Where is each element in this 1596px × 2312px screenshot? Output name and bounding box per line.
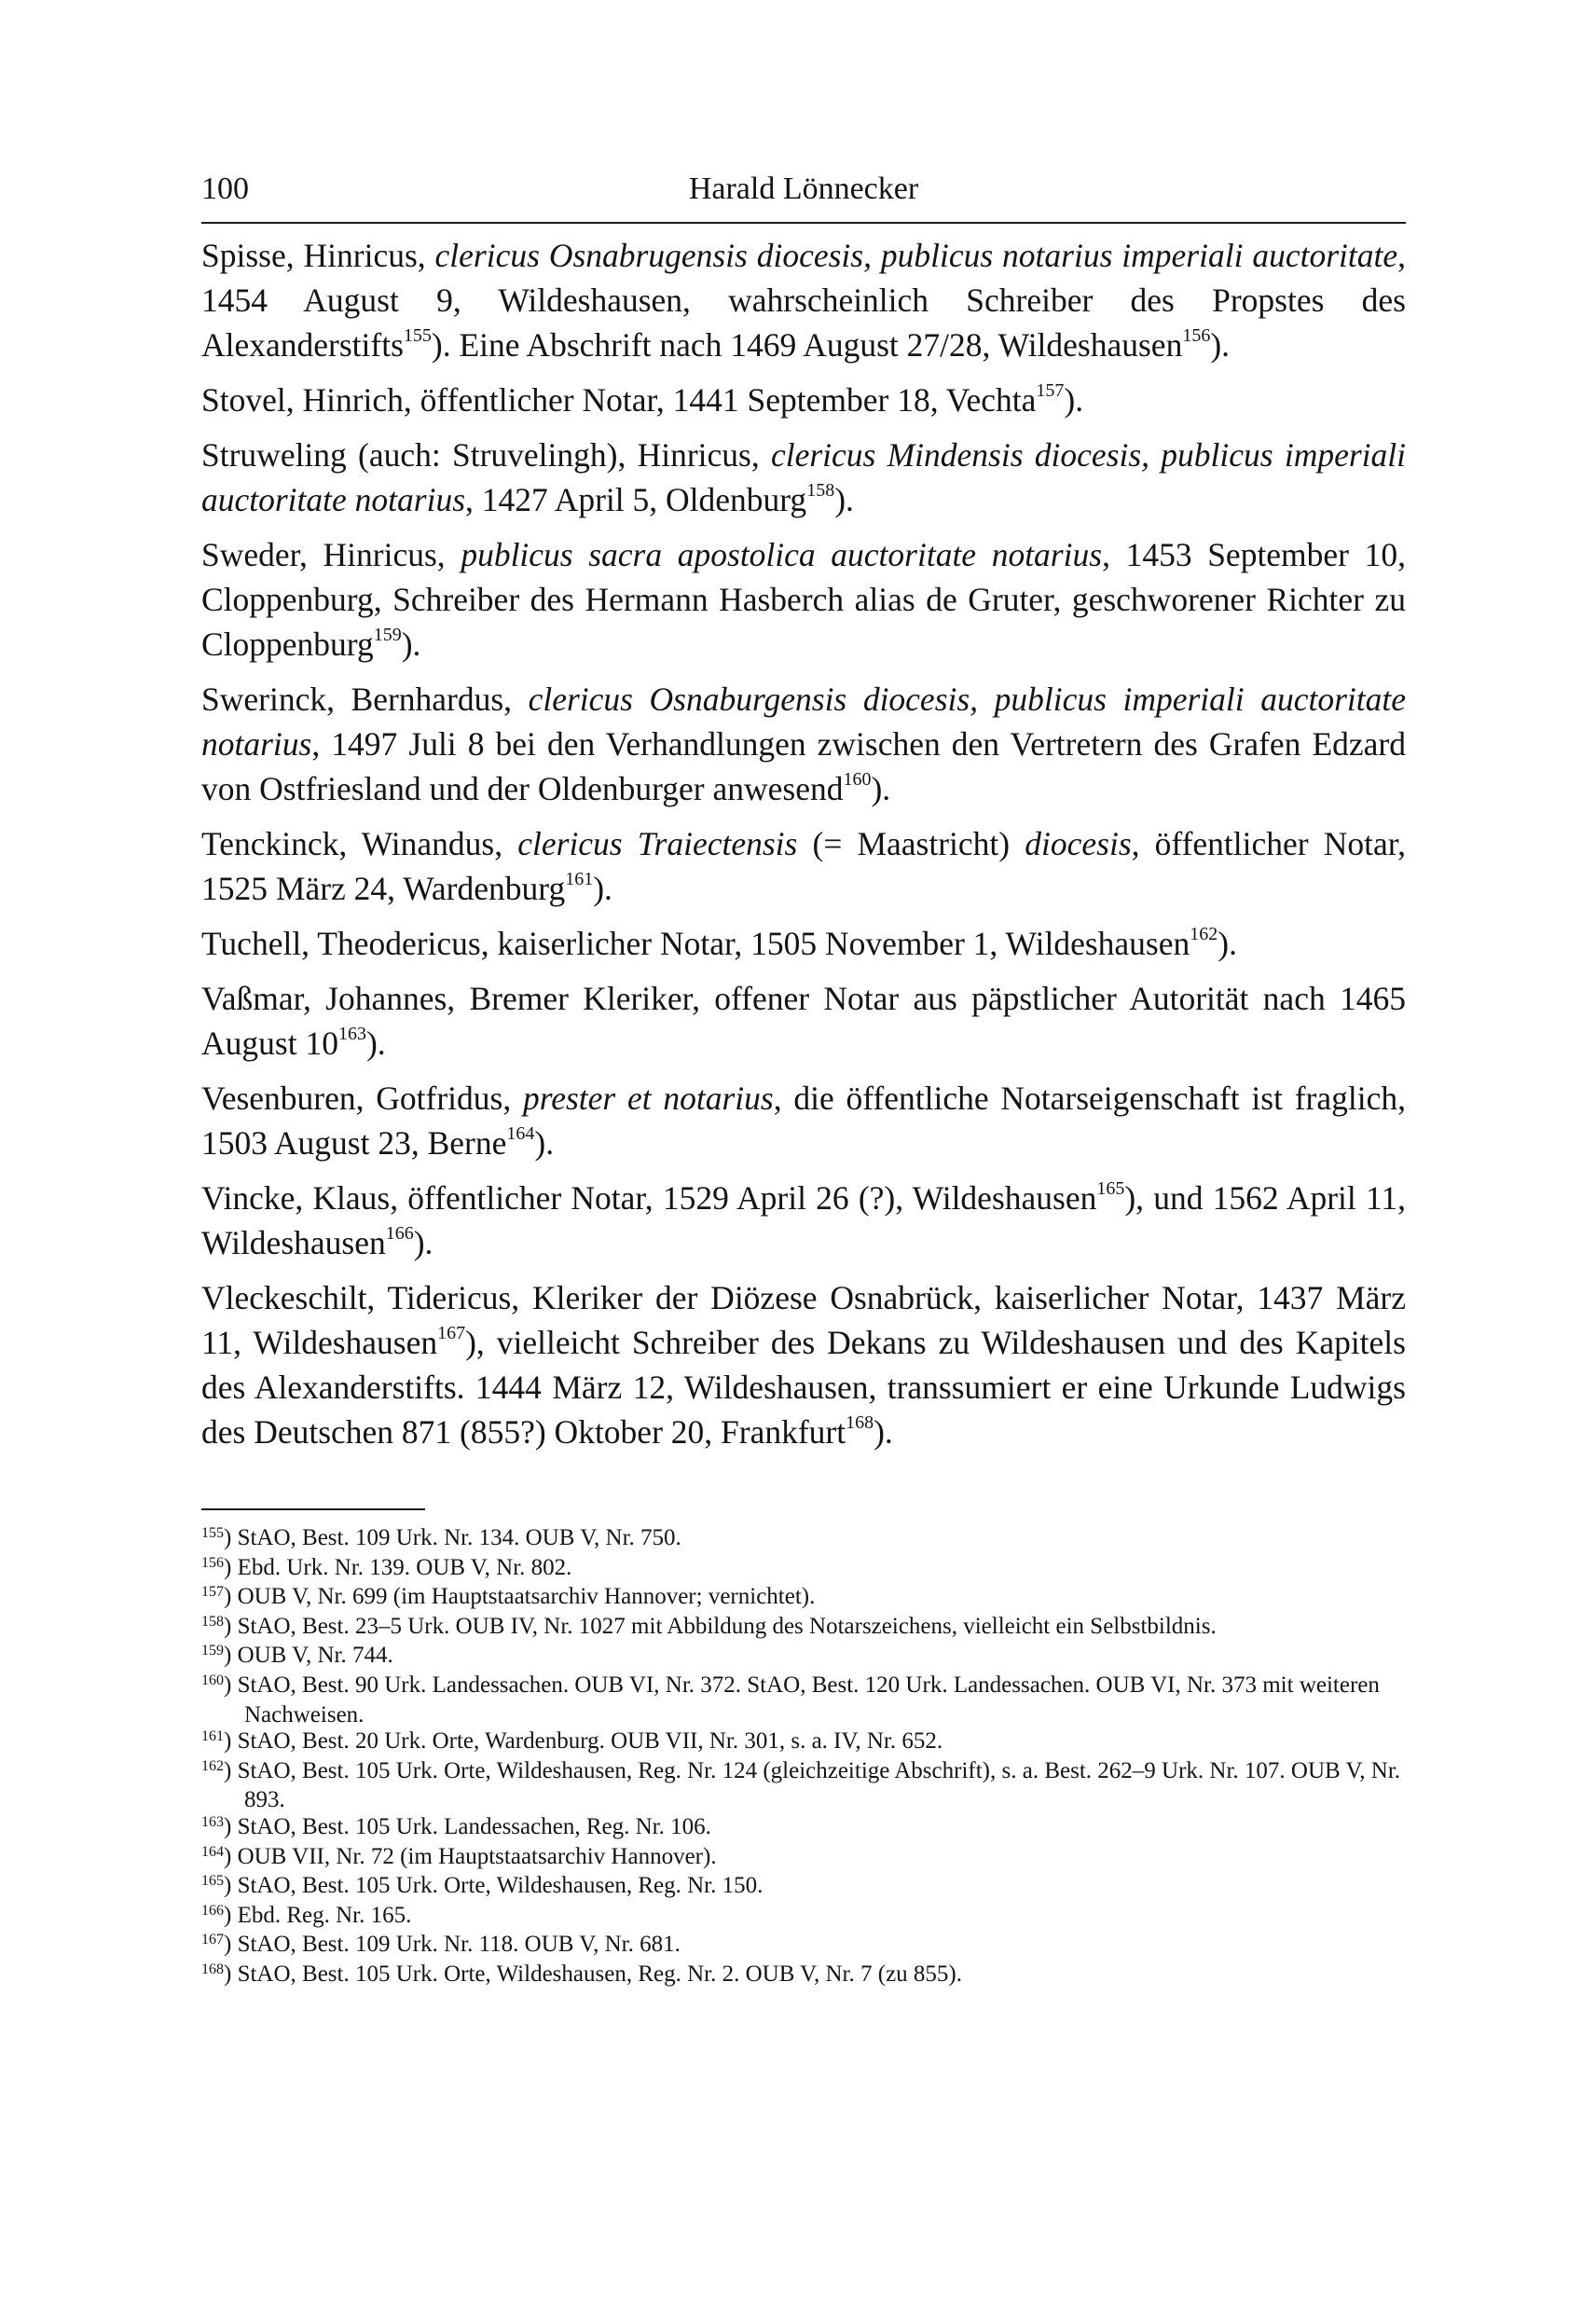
footnote-number: 168 <box>201 1961 224 1977</box>
footnote-paren: ) <box>224 1613 238 1639</box>
footnote-text: StAO, Best. 23–5 Urk. OUB IV, Nr. 1027 mit Abbildung des Notarszeichens, vielleicht ein Selbstbildnis. <box>237 1613 1217 1639</box>
entry-text: Tenckinck, Winandus, <box>201 825 518 862</box>
entry-paragraph <box>201 433 1406 522</box>
footnote-text: StAO, Best. 109 Urk. Nr. 118. OUB V, Nr. 681. <box>237 1932 681 1958</box>
entry-text: Spisse, Hinricus, <box>201 237 435 274</box>
footnote <box>201 1643 1406 1672</box>
footnote-number: 160 <box>201 1672 224 1688</box>
page-header <box>201 168 1406 211</box>
entry-text: ). <box>1210 326 1231 364</box>
entry-text: , öffentlicher Notar, 1525 März 24, Wardenburg <box>201 825 1407 907</box>
footnote-number: 166 <box>201 1902 224 1919</box>
footnote-text: Ebd. Reg. Nr. 165. <box>237 1902 412 1928</box>
footnote-ref: 167 <box>437 1323 466 1344</box>
footnote-text: OUB V, Nr. 744. <box>237 1643 393 1669</box>
footnote-number: 157 <box>201 1584 224 1601</box>
entry-paragraph <box>201 976 1406 1066</box>
entry-text: ), und 1562 April 11, Wildeshausen <box>201 1179 1406 1261</box>
footnote-text: StAO, Best. 105 Urk. Landessachen, Reg. Nr. 106. <box>237 1813 711 1839</box>
footnote-ref: 163 <box>337 1024 366 1045</box>
footnote <box>201 1525 1406 1555</box>
footnote-number: 162 <box>201 1757 224 1774</box>
footnote-text: StAO, Best. 90 Urk. Landessachen. OUB VI, Nr. 372. StAO, Best. 120 Urk. Landessachen. OUB VI, Nr. 373 mit weiteren Nachweisen. <box>237 1672 1380 1727</box>
entry-text: ), vielleicht Schreiber des Dekans zu Wildeshausen und des Kapitels des Alexanderstifts. 1444 März 12, Wildeshausen, transsumiert er eine Urkunde Ludwigs des Deutschen 871 (855?) Oktober 20, Frankfurt <box>201 1324 1406 1451</box>
entry-text: (= Maastricht) <box>797 825 1025 862</box>
footnote-ref: 166 <box>385 1223 414 1245</box>
entry-paragraph <box>201 1076 1406 1165</box>
footnote-rule <box>201 1508 425 1510</box>
footnote-ref: 162 <box>1190 924 1218 945</box>
footnote-paren: ) <box>224 1525 238 1550</box>
latin-phrase: publicus sacra apostolica auctoritate notarius <box>461 536 1103 573</box>
entry-paragraph <box>201 1176 1406 1265</box>
entry-text: Vesenburen, Gotfridus, <box>201 1080 523 1117</box>
entry-paragraph <box>201 378 1406 422</box>
footnote <box>201 1873 1406 1903</box>
footnote-ref: 159 <box>373 625 402 646</box>
entry-text: , die öffentliche Notarseigenschaft ist fraglich, 1503 August 23, Berne <box>201 1080 1406 1162</box>
latin-phrase: clericus Osnabrugensis diocesis, publicus notarius imperiali auctoritate <box>434 237 1398 274</box>
footnote <box>201 1614 1406 1644</box>
footnote-paren: ) <box>224 1672 238 1698</box>
entry-text: ). <box>534 1124 555 1162</box>
footnote-number: 159 <box>201 1643 224 1659</box>
entry-paragraph <box>201 1275 1406 1454</box>
footnote-text: OUB VII, Nr. 72 (im Hauptstaatsarchiv Hannover). <box>237 1843 717 1869</box>
footnote-text: StAO, Best. 20 Urk. Orte, Wardenburg. OUB VII, Nr. 301, s. a. IV, Nr. 652. <box>237 1728 943 1755</box>
entry-paragraph <box>201 532 1406 667</box>
entry-text: ). <box>834 481 854 518</box>
entry-paragraph <box>201 677 1406 811</box>
entry-text: , 1497 Juli 8 bei den Verhandlungen zwischen den Vertretern des Grafen Edzard von Ostfriesland und der Oldenburger anwesend <box>201 725 1406 807</box>
entry-text: ). Eine Abschrift nach 1469 August 27/28, Wildeshausen <box>431 326 1183 364</box>
footnote-number: 165 <box>201 1873 224 1890</box>
latin-phrase: clericus Traiectensis <box>517 825 798 862</box>
footnote <box>201 1814 1406 1844</box>
latin-phrase: diocesis <box>1025 825 1132 862</box>
footnote-number: 161 <box>201 1728 224 1745</box>
entry-text: , 1453 September 10, Cloppenburg, Schreiber des Hermann Hasberch alias de Gruter, geschworener Richter zu Cloppenburg <box>201 536 1407 663</box>
entry-text: Vleckeschilt, Tidericus, Kleriker der Diözese Osnabrück, kaiserlicher Notar, 1437 März 11, Wildeshausen <box>201 1279 1406 1361</box>
entry-text: ). <box>365 1025 386 1062</box>
footnote-text: StAO, Best. 105 Urk. Orte, Wildeshausen, Reg. Nr. 2. OUB V, Nr. 7 (zu 855). <box>237 1961 962 1987</box>
entry-paragraph <box>201 821 1406 911</box>
footnote-ref: 168 <box>846 1412 874 1434</box>
entry-text: ). <box>593 870 612 907</box>
footnote-paren: ) <box>224 1961 238 1987</box>
entry-text: Vaßmar, Johannes, Bremer Kleriker, offener Notar aus päpstlicher Autorität nach 1465 August 10 <box>201 980 1406 1062</box>
footnote <box>201 1584 1406 1614</box>
footnote-paren: ) <box>224 1932 238 1958</box>
footnote-number: 164 <box>201 1843 224 1860</box>
footnote-text: StAO, Best. 105 Urk. Orte, Wildeshausen, Reg. Nr. 150. <box>237 1873 764 1899</box>
footnote <box>201 1844 1406 1874</box>
latin-phrase: clericus Mindensis diocesis, publicus imperiali auctoritate notarius <box>201 436 1406 518</box>
footnotes <box>201 1525 1406 1991</box>
footnote-number: 156 <box>201 1554 224 1571</box>
footnote-paren: ) <box>224 1813 238 1839</box>
latin-phrase: prester et notarius <box>522 1080 774 1117</box>
entry-text: Swerinck, Bernhardus, <box>201 681 529 718</box>
footnote <box>201 1728 1406 1758</box>
footnote-paren: ) <box>224 1873 238 1899</box>
footnote-ref: 156 <box>1182 325 1211 347</box>
footnote-ref: 161 <box>565 869 594 890</box>
footnote-text: Ebd. Urk. Nr. 139. OUB V, Nr. 802. <box>237 1554 572 1580</box>
footnote-number: 158 <box>201 1613 224 1630</box>
footnote-paren: ) <box>224 1843 238 1869</box>
footnote <box>201 1672 1406 1728</box>
footnote-paren: ) <box>224 1584 238 1610</box>
page-number: 100 <box>201 172 249 206</box>
footnote-paren: ) <box>224 1757 238 1783</box>
footnote-number: 163 <box>201 1813 224 1830</box>
entry-text: ). <box>413 1224 433 1261</box>
footnote-text: StAO, Best. 105 Urk. Orte, Wildeshausen, Reg. Nr. 124 (gleichzeitige Abschrift), s. a. Best. 262–9 Urk. Nr. 107. OUB V, Nr. 893. <box>237 1757 1401 1813</box>
entry-paragraph <box>201 921 1406 966</box>
entry-text: Struweling (auch: Struvelingh), Hinricus, <box>201 436 771 474</box>
footnote-number: 167 <box>201 1932 224 1948</box>
entry-text: Stovel, Hinrich, öffentlicher Notar, 1441 September 18, Vechta <box>201 381 1037 419</box>
latin-phrase: clericus Osnaburgensis diocesis, publicus imperiali auctoritate notarius <box>201 681 1406 763</box>
footnote <box>201 1555 1406 1585</box>
footnote-paren: ) <box>224 1902 238 1928</box>
entry-text: ). <box>1064 381 1084 419</box>
entry-text: Sweder, Hinricus, <box>201 536 461 573</box>
entry-text: Vincke, Klaus, öffentlicher Notar, 1529 April 26 (?), Wildeshausen <box>201 1179 1097 1217</box>
main-text <box>201 233 1406 1465</box>
footnote-number: 155 <box>201 1525 224 1541</box>
running-head: Harald Lönnecker <box>688 172 919 206</box>
entry-text: , 1454 August 9, Wildeshausen, wahrscheinlich Schreiber des Propstes des Alexanderstifts <box>201 237 1407 364</box>
footnote <box>201 1961 1406 1991</box>
footnote <box>201 1758 1406 1814</box>
footnote-text: StAO, Best. 109 Urk. Nr. 134. OUB V, Nr. 750. <box>237 1525 681 1550</box>
entry-text: Tuchell, Theodericus, kaiserlicher Notar, 1505 November 1, Wildeshausen <box>201 925 1190 962</box>
header-rule <box>201 222 1406 224</box>
footnote-paren: ) <box>224 1554 238 1580</box>
footnote <box>201 1932 1406 1961</box>
entry-text: ). <box>874 1413 893 1451</box>
footnote-ref: 155 <box>403 325 432 347</box>
entry-text: ). <box>1218 925 1237 962</box>
footnote-paren: ) <box>224 1728 238 1755</box>
footnote-ref: 160 <box>843 769 872 791</box>
entry-text: ). <box>871 770 891 807</box>
entry-paragraph <box>201 233 1406 367</box>
entry-text: , 1427 April 5, Oldenburg <box>465 481 807 518</box>
footnote-ref: 158 <box>806 480 835 502</box>
entry-text: ). <box>401 626 421 663</box>
footnote-ref: 157 <box>1036 380 1065 402</box>
footnote <box>201 1903 1406 1933</box>
footnote-text: OUB V, Nr. 699 (im Hauptstaatsarchiv Hannover; vernichtet). <box>237 1584 816 1610</box>
footnote-ref: 164 <box>506 1123 535 1145</box>
footnote-ref: 165 <box>1096 1178 1125 1200</box>
footnote-paren: ) <box>224 1643 238 1669</box>
